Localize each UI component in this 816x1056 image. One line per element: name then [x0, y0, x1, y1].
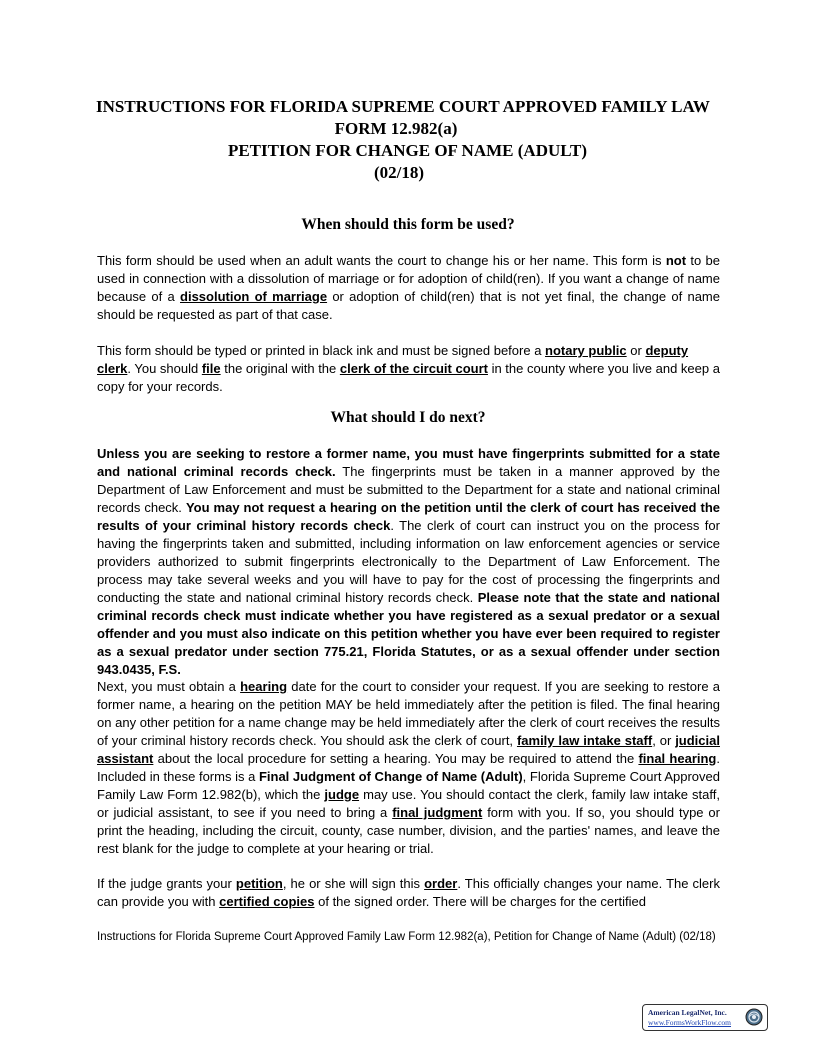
paragraph-fingerprints: Unless you are seeking to restore a former name, you must have fingerprints submitted for a state and national criminal records check. The fingerprints must be taken in a manner approved by the Department of Law Enforcement and must be submitted to the Department for a state and national criminal records check. You may not request a hearing on the petition until the clerk of court has received the results of your criminal history records check. The clerk of court can instruct you on the process for having the fingerprints taken and submitted, including information on law enforcement agencies or service providers authorized to submit fingerprints electronically to the Department of Law Enforcement. The process may take several weeks and you will have to pay for the cost of processing the fingerprints and conducting the state and national criminal history records check. Please note that the state and national criminal records check must indicate whether you have registered as a sexual predator or a sexual offender and you must also indicate on this petition whether you have ever been required to register as a sexual predator under section 775.21, Florida Statutes, or as a sexual offender under section 943.0435, F.S. [97, 446, 720, 677]
document-title [96, 96, 720, 184]
link-dissolution-of-marriage[interactable]: dissolution of marriage [180, 289, 328, 304]
paragraph-signing: This form should be typed or printed in black ink and must be signed before a notary public or deputy clerk. You should file the original with the clerk of the circuit court in the county where you live and keep a copy for your records. [97, 343, 720, 394]
title-line-3: PETITION FOR CHANGE OF NAME (ADULT) [227, 141, 588, 160]
link-file[interactable]: file [201, 361, 221, 376]
logo-url-link[interactable]: www.FormsWorkFlow.com [648, 1018, 732, 1027]
link-order[interactable]: order [424, 876, 458, 891]
section-heading-when: When should this form be used? [301, 216, 515, 233]
section-heading-next: What should I do next? [330, 409, 486, 426]
emphasis-not: not [665, 253, 687, 268]
link-notary-public[interactable]: notary public [545, 343, 627, 358]
american-legalnet-logo[interactable] [642, 1004, 768, 1031]
link-clerk-of-circuit-court[interactable]: clerk of the circuit court [339, 361, 488, 376]
link-hearing[interactable]: hearing [240, 679, 288, 694]
globe-icon [745, 1008, 763, 1026]
paragraph-order: If the judge grants your petition, he or she will sign this order. This officially changes your name. The clerk can provide you with certified copies of the signed order. There will be charges for the certified [97, 876, 720, 909]
page-footer: Instructions for Florida Supreme Court Approved Family Law Form 12.982(a), Petition for Change of Name (Adult) (02/18) [97, 931, 716, 943]
paragraph-hearing: Next, you must obtain a hearing date for the court to consider your request. If you are seeking to restore a former name, a hearing on the petition MAY be held immediately after the petition is filed. The final hearing on any other petition for a name change may be held immediately after the clerk of court receives the results of your criminal history records check. You should ask the clerk of court, family law intake staff, or judicial assistant about the local procedure for setting a hearing. You may be required to attend the final hearing. Included in these forms is a Final Judgment of Change of Name (Adult), Florida Supreme Court Approved Family Law Form 12.982(b), which the judge may use. You should contact the clerk, family law intake staff, or judicial assistant, to see if you need to bring a final judgment form with you. If so, you should type or print the heading, including the circuit, county, case number, division, and the parties' names, and leave the rest blank for the judge to complete at your hearing or trial. [97, 679, 720, 856]
link-final-judgment[interactable]: final judgment [392, 805, 483, 820]
link-final-hearing[interactable]: final hearing [638, 751, 717, 766]
link-judge[interactable]: judge [324, 787, 360, 802]
title-line-1: INSTRUCTIONS FOR FLORIDA SUPREME COURT APPROVED FAMILY LAW [96, 97, 710, 116]
logo-company-name: American LegalNet, Inc. [648, 1008, 727, 1017]
link-family-law-intake-staff[interactable]: family law intake staff [516, 733, 653, 748]
title-line-2: FORM 12.982(a) [334, 119, 458, 138]
paragraph-form-usage: This form should be used when an adult wants the court to change his or her name. This form is not to be used in connection with a dissolution of marriage or for adoption of child(ren). If you want a change of name because of a dissolution of marriage or adoption of child(ren) that is not yet final, the change of name should be requested as part of that case. [97, 253, 720, 322]
title-line-4: (02/18) [373, 163, 425, 182]
link-certified-copies[interactable]: certified copies [219, 894, 315, 909]
link-petition[interactable]: petition [235, 876, 283, 891]
link-deputy-clerk[interactable]: deputy clerk [97, 343, 689, 376]
link-judicial-assistant[interactable]: judicial assistant [97, 733, 720, 766]
